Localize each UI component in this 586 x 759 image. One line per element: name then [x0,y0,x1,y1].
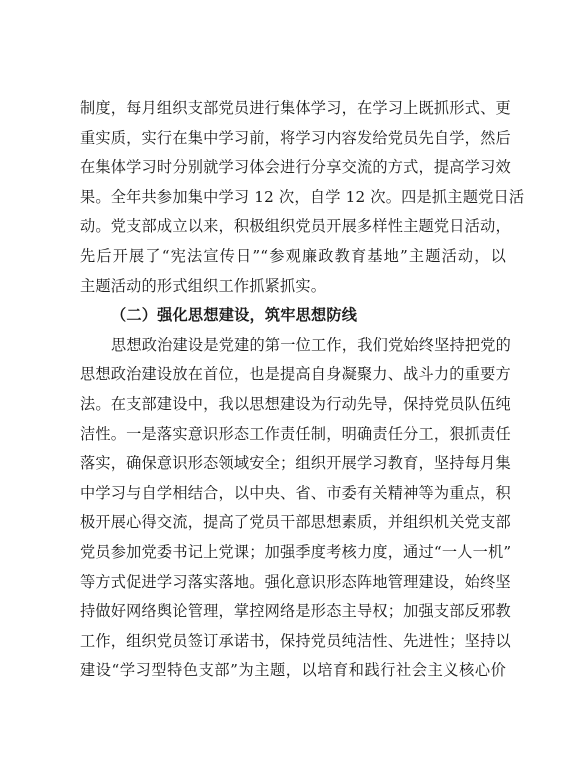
text-line: 工作，组织党员签订承诺书，保持党员纯洁性、先进性；坚持以 [80,631,511,650]
text-line: 极开展心得交流，提高了党员干部思想素质，并组织机关党支部 [80,513,511,532]
section-heading: （二）强化思想建设，筑牢思想防线 [111,306,358,325]
text-line: 果。全年共参加集中学习 12 次，自学 12 次。四是抓主题党日活 [80,187,525,206]
text-line: 重实质，实行在集中学习前，将学习内容发给党员先自学，然后 [80,128,511,147]
text-line: 法。在支部建设中，我以思想建设为行动先导，保持党员队伍纯 [80,394,511,413]
text-line: 思想政治建设是党建的第一位工作，我们党始终坚持把党的 [111,335,512,354]
text-line: 洁性。一是落实意识形态工作责任制，明确责任分工，狠抓责任 [80,424,511,443]
text-line: 建设“学习型特色支部”为主题，以培育和践行社会主义核心价 [80,661,506,680]
paragraph-2 [80,331,512,686]
text-line: 动。党支部成立以来，积极组织党员开展多样性主题党日活动， [80,217,511,236]
text-line: 持做好网络舆论管理，掌控网络是形态主导权；加强支部反邪教 [80,602,511,621]
document-body [80,94,525,686]
text-line: 中学习与自学相结合，以中央、省、市委有关精神等为重点，积 [80,483,511,502]
text-line: 落实，确保意识形态领域安全；组织开展学习教育，坚持每月集 [80,454,511,473]
text-line: 党员参加党委书记上党课；加强季度考核力度，通过“一人一机” [80,542,512,561]
text-line: 在集体学习时分别就学习体会进行分享交流的方式，提高学习效 [80,158,511,177]
text-line: 制度，每月组织支部党员进行集体学习，在学习上既抓形式、更 [80,99,511,117]
text-line: 主题活动的形式组织工作抓紧抓实。 [80,276,327,295]
paragraph-1 [80,94,525,301]
text-line: 等方式促进学习落实落地。强化意识形态阵地管理建设，始终坚 [80,572,511,591]
text-line: 先后开展了“宪法宣传日”“参观廉政教育基地”主题活动，以 [80,246,506,265]
text-line: 思想政治建设放在首位，也是提高自身凝聚力、战斗力的重要方 [80,365,511,384]
